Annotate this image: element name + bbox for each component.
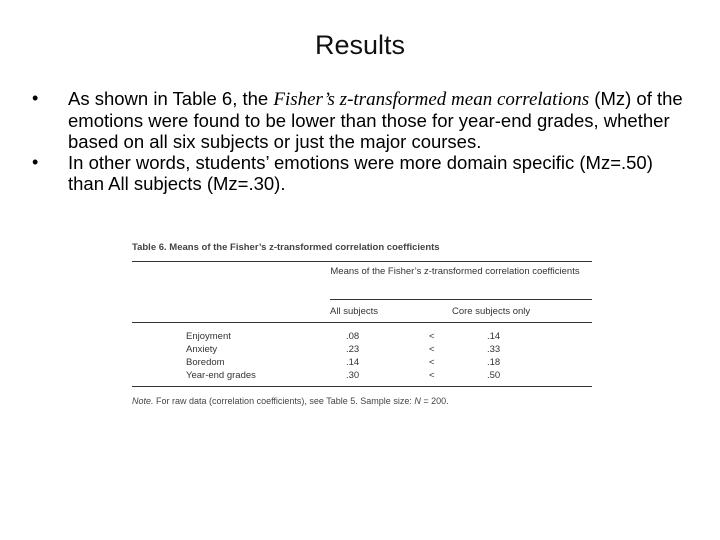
row-all-value: .08 <box>346 331 360 342</box>
table-note-value: = 200. <box>420 396 449 406</box>
row-label: Boredom <box>186 357 225 368</box>
bullet-list <box>30 88 690 194</box>
column-header-all: All subjects <box>330 306 379 317</box>
table-group-rule <box>330 299 592 300</box>
row-all-value: .14 <box>346 357 360 368</box>
table-bottom-rule <box>132 386 592 387</box>
row-label: Enjoyment <box>186 331 231 342</box>
table-note-text: For raw data (correlation coefficients), see Table 5. Sample size: <box>156 396 415 406</box>
bullet-1-pre: As shown in Table 6, the <box>68 88 274 109</box>
bullet-1-emphasis: Fisher’s z-transformed mean correlations <box>273 89 590 110</box>
bullet-1-post: (Mz) of the emotions were found to be lower than those for year-end grades, whether based on all six subjects or just the major courses. <box>68 88 683 152</box>
table-note <box>132 396 449 406</box>
row-comparison: < <box>429 370 435 381</box>
row-all-value: .30 <box>346 370 360 381</box>
row-comparison: < <box>429 344 435 355</box>
row-core-value: .14 <box>487 331 501 342</box>
row-core-value: .50 <box>487 370 501 381</box>
row-comparison: < <box>429 357 435 368</box>
row-core-value: .18 <box>487 357 501 368</box>
bullet-item-1 <box>30 88 690 152</box>
bullet-item-2 <box>30 152 690 194</box>
table-header-rule <box>132 322 592 323</box>
table-top-rule <box>132 261 592 262</box>
table-figure <box>132 240 592 415</box>
table-caption: Table 6. Means of the Fisher’s z-transformed correlation coefficients <box>132 242 440 253</box>
table-note-n: N <box>414 396 421 406</box>
row-all-value: .23 <box>346 344 360 355</box>
bullet-icon: • <box>32 88 39 108</box>
slide-title: Results <box>314 30 406 60</box>
table-note-label: Note. <box>132 396 154 406</box>
row-core-value: .33 <box>487 344 501 355</box>
table-group-header: Means of the Fisher’s z-transformed correlation coefficients <box>330 266 580 277</box>
row-comparison: < <box>429 331 435 342</box>
row-label: Anxiety <box>186 344 218 355</box>
column-header-core: Core subjects only <box>452 306 531 317</box>
bullet-2-text: In other words, students’ emotions were more domain specific (Mz=.50) than All subjects (Mz=.30). <box>68 152 653 194</box>
row-label: Year-end grades <box>186 370 256 381</box>
bullet-icon: • <box>32 152 39 172</box>
